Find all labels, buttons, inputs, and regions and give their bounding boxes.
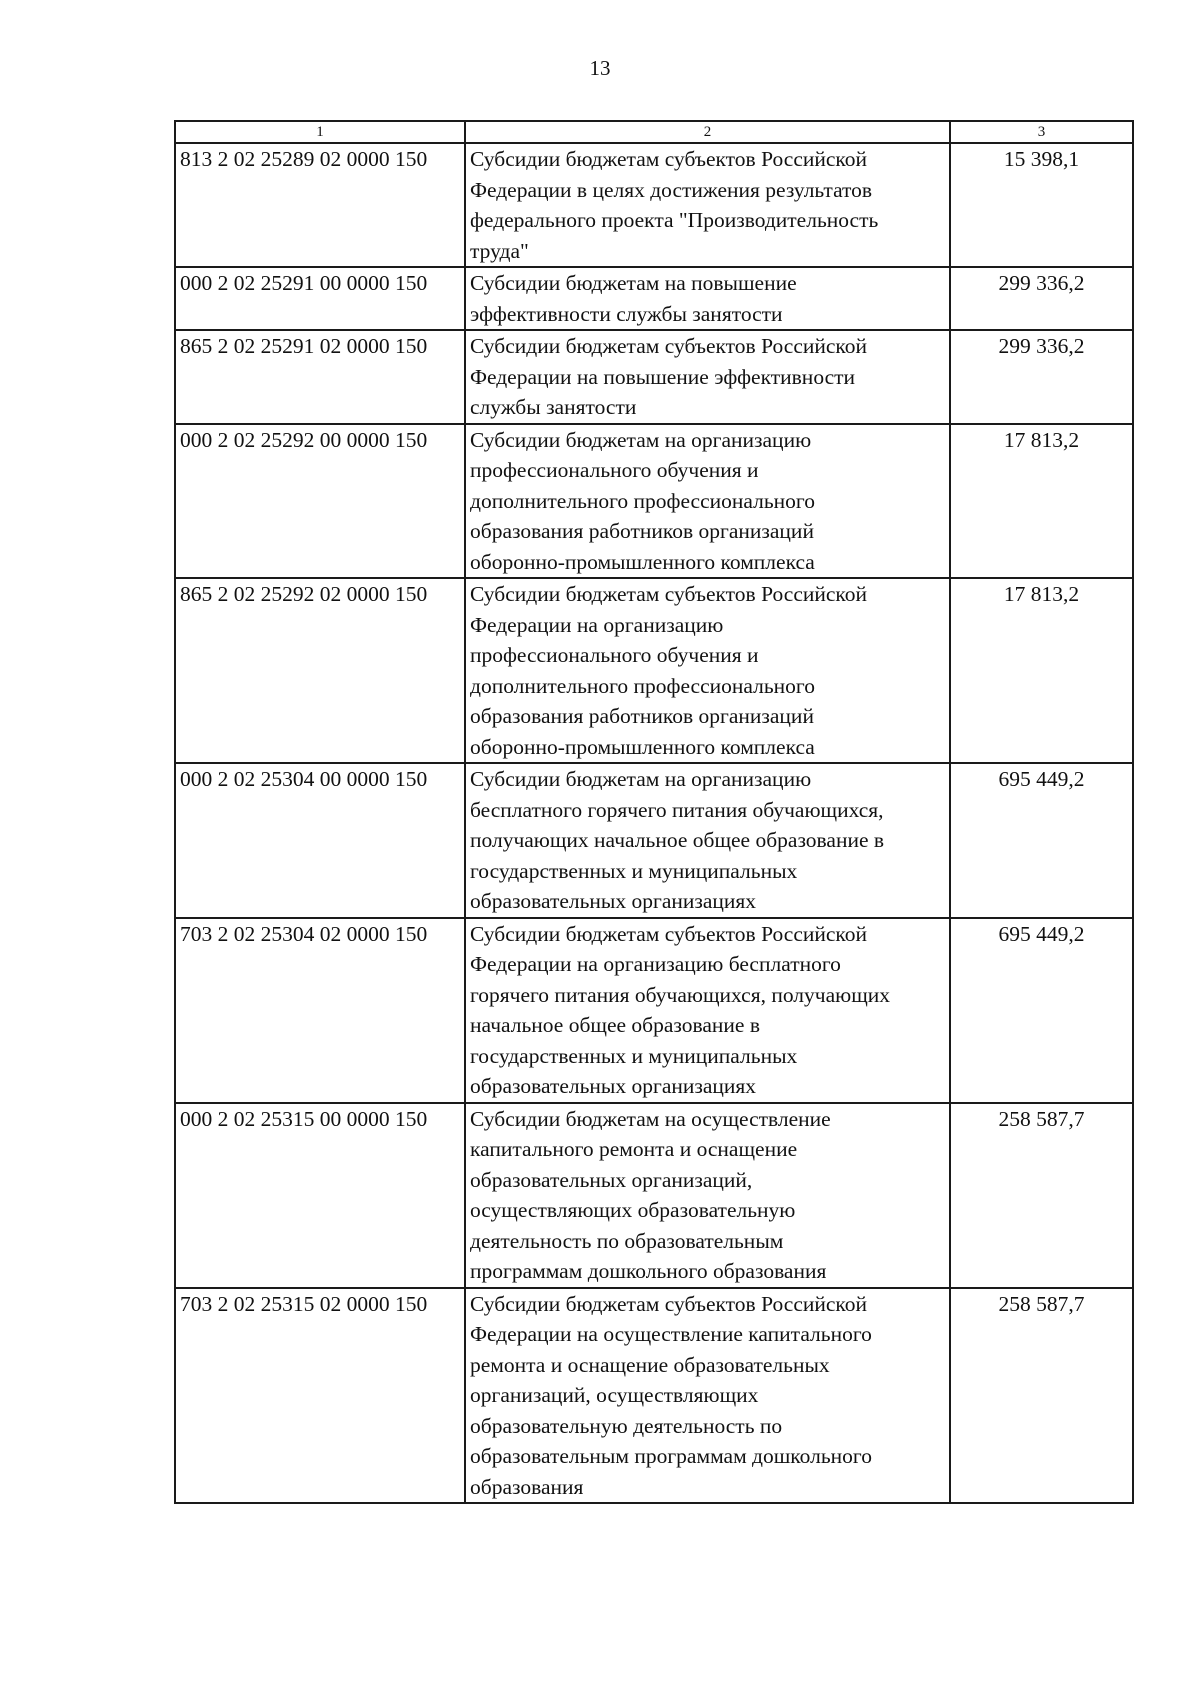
budget-classification-code: 000 2 02 25315 00 0000 150 xyxy=(175,1103,465,1288)
table-row xyxy=(175,267,1133,330)
description-line: Субсидии бюджетам на организацию xyxy=(470,767,812,791)
budget-revenue-table xyxy=(174,120,1134,1504)
description-line: Субсидии бюджетам на осуществление xyxy=(470,1106,831,1131)
table-row xyxy=(175,918,1133,1103)
description-line: капитального ремонта и оснащение xyxy=(470,1137,798,1161)
description-line: образовательных организаций, xyxy=(470,1167,753,1192)
amount-value: 17 813,2 xyxy=(950,424,1133,579)
column-number-code: 1 xyxy=(175,121,465,143)
description-line: образовательных организациях xyxy=(470,889,757,913)
description-line: осуществляющих образовательную xyxy=(470,1198,796,1222)
description-line: образования работников организаций xyxy=(470,519,814,543)
amount-value: 258 587,7 xyxy=(950,1288,1133,1504)
description-line: получающих начальное общее образование в xyxy=(470,828,885,852)
amount-value: 695 449,2 xyxy=(950,763,1133,918)
description-line: организаций, осуществляющих xyxy=(470,1383,759,1407)
page-number: 13 xyxy=(589,56,611,80)
description-line: государственных и муниципальных xyxy=(470,858,798,883)
description-line: Субсидии бюджетам субъектов Российской xyxy=(470,147,868,171)
description-line: образовательным программам дошкольного xyxy=(470,1444,872,1468)
description-line: Субсидии бюджетам на организацию xyxy=(470,427,812,452)
revenue-description xyxy=(465,918,950,1103)
description-line: образования работников организаций xyxy=(470,704,814,728)
amount-value: 15 398,1 xyxy=(950,143,1133,267)
description-line: оборонно-промышленного комплекса xyxy=(470,549,815,574)
budget-classification-code: 000 2 02 25292 00 0000 150 xyxy=(175,424,465,579)
description-line: государственных и муниципальных xyxy=(470,1043,798,1068)
budget-classification-code: 813 2 02 25289 02 0000 150 xyxy=(175,143,465,267)
budget-classification-code: 000 2 02 25291 00 0000 150 xyxy=(175,267,465,330)
budget-classification-code: 703 2 02 25315 02 0000 150 xyxy=(175,1288,465,1504)
description-line: Субсидии бюджетам субъектов Российской xyxy=(470,921,868,946)
description-line: Субсидии бюджетам субъектов Российской xyxy=(470,582,868,606)
description-line: Федерации на организацию бесплатного xyxy=(470,952,841,976)
description-line: Федерации на осуществление капитального xyxy=(470,1322,872,1346)
budget-classification-code: 865 2 02 25291 02 0000 150 xyxy=(175,330,465,424)
description-line: Субсидии бюджетам на повышение xyxy=(470,271,797,295)
table-row xyxy=(175,763,1133,918)
description-line: труда" xyxy=(470,238,529,263)
amount-value: 17 813,2 xyxy=(950,578,1133,763)
table-row xyxy=(175,330,1133,424)
table-row xyxy=(175,578,1133,763)
description-line: Субсидии бюджетам субъектов Российской xyxy=(470,1291,868,1316)
amount-value: 299 336,2 xyxy=(950,267,1133,330)
description-line: ремонта и оснащение образовательных xyxy=(470,1352,830,1377)
revenue-description xyxy=(465,330,950,424)
table-body xyxy=(175,143,1133,1503)
column-number-description: 2 xyxy=(465,121,950,143)
description-line: дополнительного профессионального xyxy=(470,488,815,513)
amount-value: 258 587,7 xyxy=(950,1103,1133,1288)
revenue-description xyxy=(465,578,950,763)
table-row xyxy=(175,424,1133,579)
amount-value: 299 336,2 xyxy=(950,330,1133,424)
description-line: бесплатного горячего питания обучающихся, xyxy=(470,797,884,822)
revenue-description xyxy=(465,424,950,579)
table-header xyxy=(175,121,1133,143)
description-line: оборонно-промышленного комплекса xyxy=(470,734,815,759)
revenue-description xyxy=(465,1103,950,1288)
header-row xyxy=(175,121,1133,143)
column-number-amount: 3 xyxy=(950,121,1133,143)
amount-value: 695 449,2 xyxy=(950,918,1133,1103)
description-line: Субсидии бюджетам субъектов Российской xyxy=(470,334,868,358)
revenue-description xyxy=(465,267,950,330)
budget-classification-code: 000 2 02 25304 00 0000 150 xyxy=(175,763,465,918)
description-line: деятельность по образовательным xyxy=(470,1228,784,1253)
budget-classification-code: 703 2 02 25304 02 0000 150 xyxy=(175,918,465,1103)
description-line: Федерации в целях достижения результатов xyxy=(470,177,873,202)
revenue-description xyxy=(465,143,950,267)
description-line: образовательных организациях xyxy=(470,1074,757,1098)
description-line: образовательную деятельность по xyxy=(470,1413,783,1438)
description-line: службы занятости xyxy=(470,395,637,419)
table-row xyxy=(175,1288,1133,1504)
budget-classification-code: 865 2 02 25292 02 0000 150 xyxy=(175,578,465,763)
description-line: горячего питания обучающихся, получающих xyxy=(470,982,891,1007)
table-row xyxy=(175,1103,1133,1288)
description-line: образования xyxy=(470,1474,584,1499)
revenue-description xyxy=(465,1288,950,1504)
description-line: Федерации на организацию xyxy=(470,612,724,637)
description-line: программам дошкольного образования xyxy=(470,1259,827,1283)
revenue-description xyxy=(465,763,950,918)
description-line: начальное общее образование в xyxy=(470,1013,760,1037)
description-line: дополнительного профессионального xyxy=(470,673,815,698)
description-line: эффективности службы занятости xyxy=(470,301,783,326)
description-line: федерального проекта "Производительность xyxy=(470,208,879,232)
description-line: профессионального обучения и xyxy=(470,458,759,482)
description-line: профессионального обучения и xyxy=(470,643,759,667)
description-line: Федерации на повышение эффективности xyxy=(470,364,856,389)
table-row xyxy=(175,143,1133,267)
